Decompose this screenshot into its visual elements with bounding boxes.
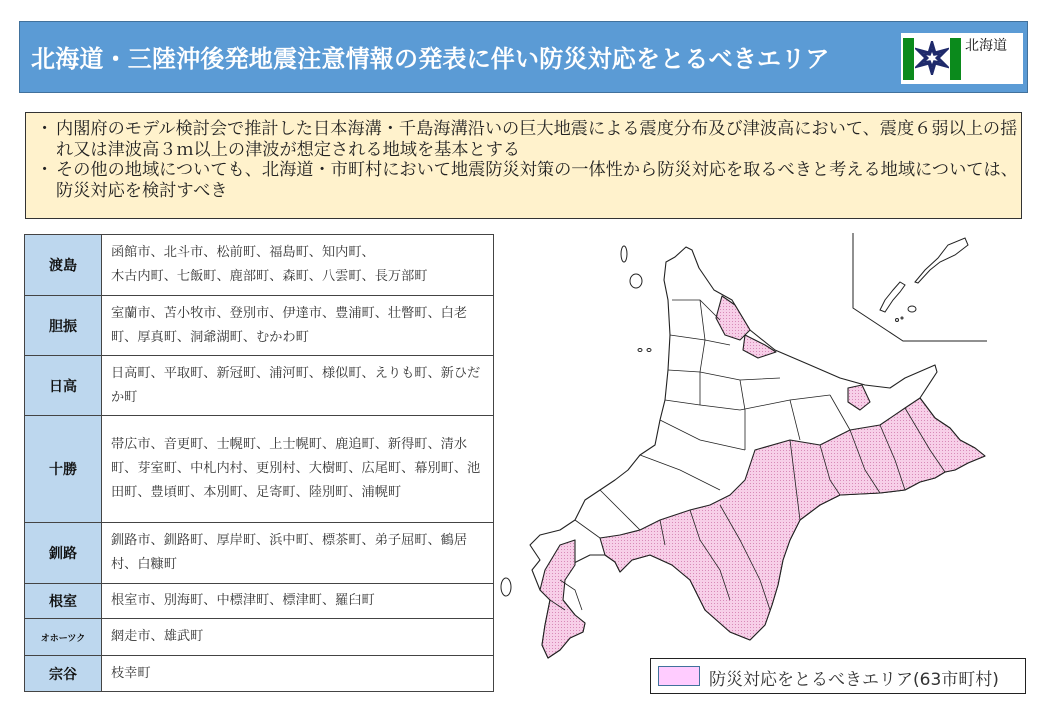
table-row [25,235,494,296]
municipality-cell: 網走市、雄武町 [102,619,494,656]
municipality-cell: 釧路市、釧路町、厚岸町、浜中町、標茶町、弟子屈町、鶴居村、白糠町 [102,523,494,584]
legend-swatch [658,666,700,686]
municipality-cell: 根室市、別海町、中標津町、標津町、羅臼町 [102,584,494,619]
region-cell: 胆振 [25,296,102,356]
table-row [25,656,494,692]
region-cell: 渡島 [25,235,102,296]
page-title: 北海道・三陸沖後発地震注意情報の発表に伴い防災対応をとるべきエリア [31,45,830,73]
region-cell: 十勝 [25,416,102,523]
table-row [25,416,494,523]
criteria-box [25,112,1022,219]
table-row [25,523,494,584]
map-legend [650,658,1026,694]
hokkaido-logo [901,33,1023,84]
municipality-cell: 帯広市、音更町、士幌町、上士幌町、鹿追町、新得町、清水町、芽室町、中札内村、更別村、大樹町、広尾町、幕別町、池田町、豊頃町、本別町、足寄町、陸別町、浦幌町 [102,416,494,523]
region-cell: 宗谷 [25,656,102,692]
criteria-bullet-2: ・ その他の地域についても、北海道・市町村において地震防災対策の一体性から防災対応を取るべきと考える地域については、防災対応を検討すべき [38,160,1021,201]
table-row [25,356,494,416]
legend-label: 防災対応をとるべきエリア(63市町村) [709,670,999,690]
table-row [25,619,494,656]
municipality-table [24,234,494,692]
region-cell: 釧路 [25,523,102,584]
municipality-cell: 函館市、北斗市、松前町、福島町、知内町、 木古内町、七飯町、鹿部町、森町、八雲町、長万部町 [102,235,494,296]
criteria-bullet-1: ・ 内閣府のモデル検討会で推計した日本海溝・千島海溝沿いの巨大地震による震度分布及び津波高において、震度６弱以上の揺れ又は津波高３ｍ以上の津波が想定される地域を基本とする [38,119,1021,160]
region-cell: 根室 [25,584,102,619]
municipality-cell: 枝幸町 [102,656,494,692]
logo-bar-right [950,38,961,80]
municipality-cell: 室蘭市、苫小牧市、登別市、伊達市、豊浦町、壮瞥町、白老町、厚真町、洞爺湖町、むかわ町 [102,296,494,356]
region-cell: 日高 [25,356,102,416]
logo-text: 北海道 [965,38,1007,54]
hokkaido-map [495,225,1040,665]
region-cell: オホーツク [25,619,102,656]
municipality-cell: 日高町、平取町、新冠町、浦河町、様似町、えりも町、新ひだか町 [102,356,494,416]
table-row [25,296,494,356]
hokkaido-emblem-icon [915,41,949,75]
title-banner [19,21,1028,93]
logo-bar-left [903,38,914,80]
table-row [25,584,494,619]
northern-territories-inset [853,233,987,341]
